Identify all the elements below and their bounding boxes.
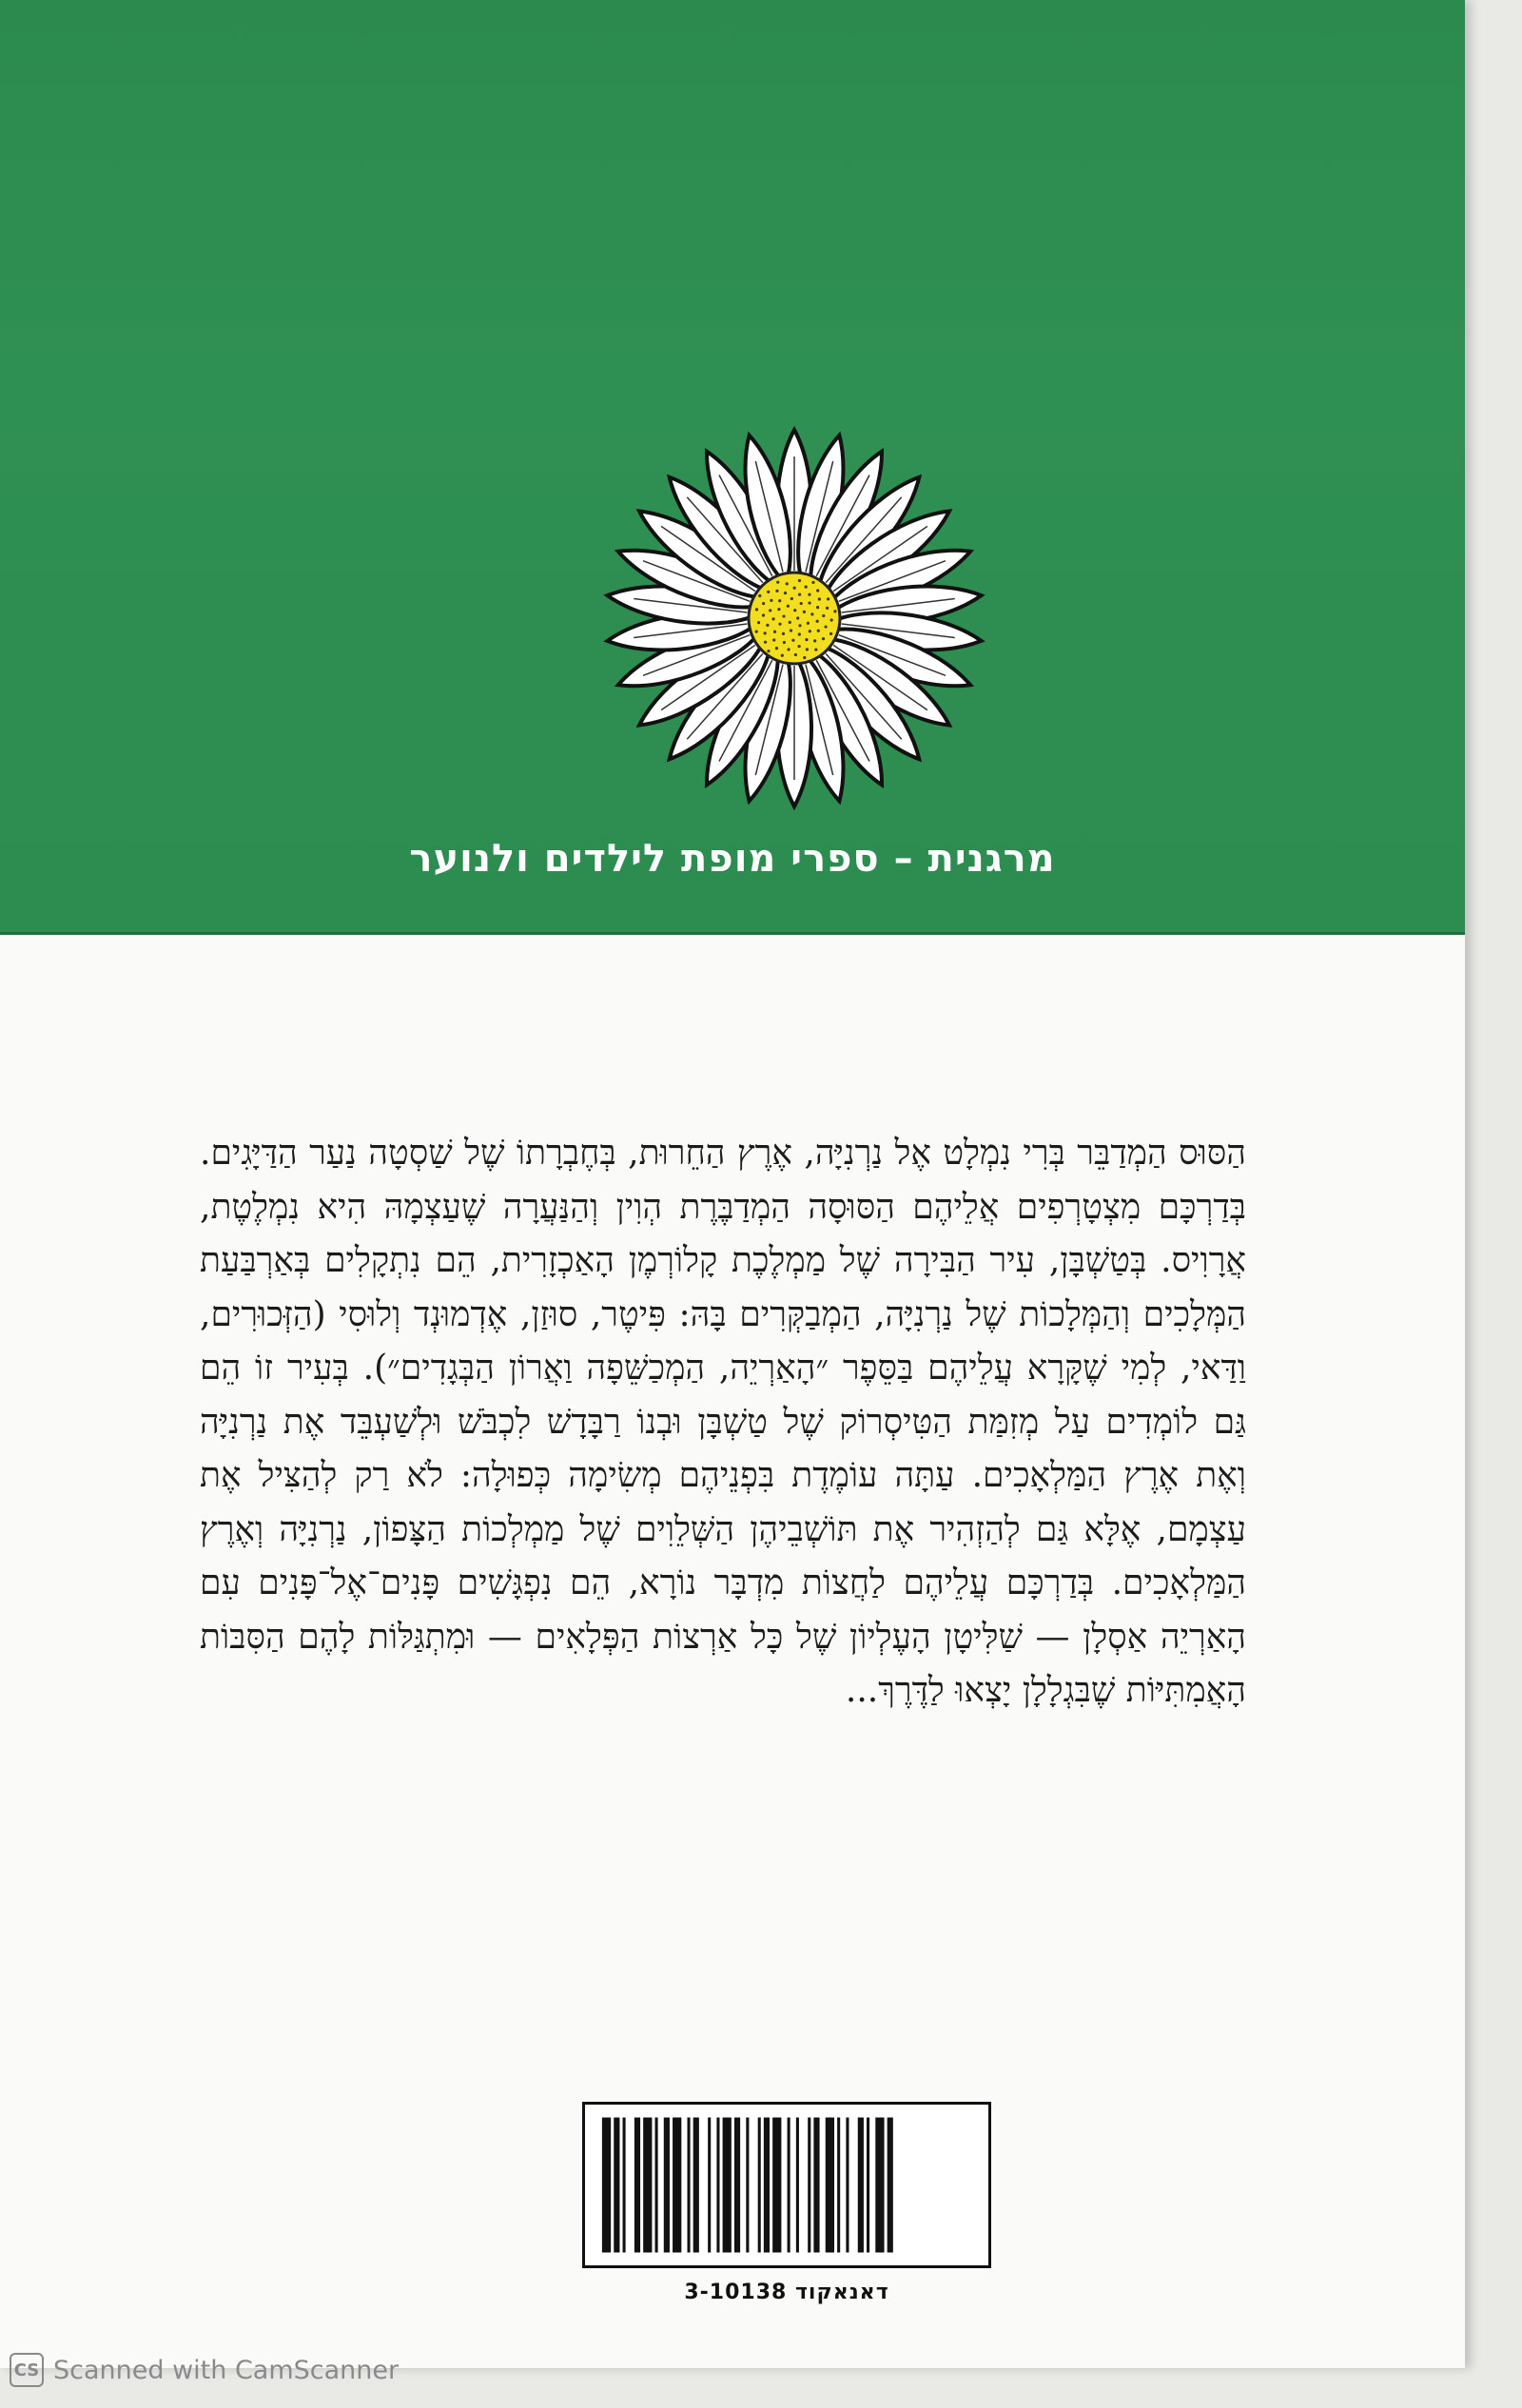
daisy-center-dot <box>778 599 781 602</box>
daisy-center-dot <box>798 593 801 596</box>
camscanner-watermark <box>10 2351 399 2389</box>
barcode-bar <box>693 2118 699 2253</box>
barcode-bar <box>746 2118 749 2253</box>
daisy-center-dot <box>822 637 825 640</box>
barcode-bar <box>867 2118 869 2253</box>
daisy-center-dot <box>778 623 781 626</box>
daisy-center-dot <box>793 609 796 612</box>
daisy-center-dot <box>818 597 821 600</box>
daisy-center-dot <box>806 648 809 651</box>
green-header-band <box>0 0 1465 935</box>
barcode-icon <box>582 2102 991 2268</box>
series-title: מרגנית – ספרי מופת לילדים ולנוער <box>409 837 1056 881</box>
daisy-center-dot <box>777 608 780 611</box>
daisy-center-dot <box>769 609 771 612</box>
daisy-center-dot <box>770 599 772 602</box>
daisy-center-dot <box>814 649 817 651</box>
barcode-bar <box>764 2118 770 2253</box>
daisy-center-dot <box>783 641 786 644</box>
daisy-center-dot <box>762 613 765 616</box>
daisy-center-dot <box>827 597 829 600</box>
daisy-center-dot <box>798 624 801 627</box>
barcode-bar <box>796 2118 799 2253</box>
barcode-bar <box>858 2118 864 2253</box>
barcode-bar <box>716 2118 719 2253</box>
barcode-bar <box>614 2118 619 2253</box>
daisy-center-dot <box>757 621 760 624</box>
daisy-center-dot <box>798 632 801 635</box>
barcode-bar <box>634 2118 640 2253</box>
daisy-center-dot <box>796 616 799 619</box>
barcode-bar <box>602 2118 611 2253</box>
barcode-bar <box>708 2118 711 2253</box>
daisy-center-dot <box>833 610 836 612</box>
barcode-bar <box>688 2118 691 2253</box>
daisy-center-dot <box>808 593 810 596</box>
daisy-center-dot <box>829 632 832 635</box>
daisy-center-dot <box>793 587 796 590</box>
daisy-center-dot <box>790 597 793 600</box>
daisy-center-dot <box>764 641 767 644</box>
barcode-bar <box>875 2118 884 2253</box>
daisy-center-dot <box>816 606 819 609</box>
daisy-center-dot <box>767 591 770 593</box>
watermark-text: Scanned with CamScanner <box>53 2355 400 2385</box>
daisy-center-dot <box>782 632 785 635</box>
daisy-center-dot <box>797 645 800 648</box>
daisy-center-dot <box>786 582 789 585</box>
daisy-center-dot <box>781 654 784 657</box>
barcode-bar <box>846 2118 849 2253</box>
daisy-center-dot <box>771 617 774 620</box>
daisy-center-dot <box>800 602 803 605</box>
daisy-center-dot <box>824 625 827 628</box>
daisy-center-dot <box>803 611 806 613</box>
daisy-center-dot <box>809 630 811 632</box>
daisy-center-dot <box>817 630 820 632</box>
barcode-bar <box>837 2118 840 2253</box>
daisy-center-dot <box>764 631 767 634</box>
daisy-center-dot <box>784 592 787 594</box>
book-blurb: הַסּוּס הַמְדַבֵּר בְּרִי נִמְלָט אֶל נַרְנִיָּה, אֶרֶץ הַחֵרוּת, בְּחֶבְרָתוֹ שֶׁל שַׁסְטָה נַעַר הַדַּיָּגִים. בְּדַרְכָּם מִצְטָרְפִים אֲלֵיהֶם הַסּוּסָה הַמְדַבֶּרֶת הְוִין וְהַנַּעֲרָה שֶׁעַצְמָהּ הִיא נִמְלֶטֶת, אֲרָוִיס. בְּטַשְׁבָּן, עִיר הַבִּירָה שֶׁל מַמְלֶכֶת קָלוֹרְמֶן הָאַכְזָרִית, הֵם נִתְקָלִים בְּאַרְבַּעַת הַמְּלָכִים וְהַמְּלָכוֹת שֶׁל נַרְנִיָּה, הַמְבַקְּרִים בָּהּ: פִּיטֶר, סוּזַן, אֶדְמוּנְד וְלוּסִי (הַזְּכוּרִים, וַדַּאי, לְמִי שֶׁקָּרָא עֲלֵיהֶם בַּסֵּפֶר ״הָאַרְיֵה, הַמְכַשֵּׁפָה וַאֲרוֹן הַבְּגָדִים״). בְּעִיר זוֹ הֵם גַּם לוֹמְדִים עַל מְזִמַּת הַטִּיסְרוֹק שֶׁל טַשְׁבָּן וּבְנוֹ רַבָּדָשׁ לִכְבֹּשׁ וּלְשַׁעְבֵּד אֶת נַרְנִיָּה וְאֶת אֶרֶץ הַמַּלְאָכִים. עַתָּה עוֹמֶדֶת בִּפְנֵיהֶם מְשִׂימָה כְּפוּלָה: לֹא רַק לְהַצִּיל אֶת עַצְמָם, אֶלָּא גַּם לְהַזְהִיר אֶת תּוֹשְׁבֵיהֶן הַשְּׁלֵוִים שֶׁל מַמְלְכוֹת הַצָּפוֹן, נַרְנִיָּה וְאֶרֶץ הַמַּלְאָכִים. בְּדַרְכָּם עֲלֵיהֶם לַחֲצוֹת מִדְבָּר נוֹרָא, הֵם נִפְגָּשִׁים פָּנִים־אֶל־פָּנִים עִם הָאַרְיֵה אַסְלָן — שַׁלִּיטָן הָעֶלְיוֹן שֶׁל כָּל אַרְצוֹת הַפְּלָאִים — וּמִתְגַּלּוֹת לָהֶם הַסִּבּוֹת הָאֲמִתִּיּוֹת שֶׁבִּגְלָלָן יָצְאוּ לַדֶּרֶךְ... <box>200 1134 1246 1710</box>
barcode-bar <box>758 2118 761 2253</box>
daisy-center-dot <box>803 656 806 659</box>
daisy-center-dot <box>775 590 778 592</box>
barcode-bar <box>723 2118 732 2253</box>
barcode-bar <box>808 2118 810 2253</box>
daisy-center-dot <box>755 631 758 633</box>
barcode-bar <box>655 2118 658 2253</box>
daisy-center-dot <box>794 653 797 656</box>
daisy-center-dot <box>790 629 792 631</box>
daisy-center-dot <box>787 605 790 608</box>
barcode-bar <box>772 2118 781 2253</box>
daisy-center-dot <box>830 618 833 621</box>
barcode-bar <box>888 2118 893 2253</box>
barcode-bar <box>734 2118 740 2253</box>
daisy-center-dot <box>767 650 770 652</box>
daisy-center-dot <box>773 631 776 633</box>
daisy-center-dot <box>813 639 816 642</box>
daisy-center-dot <box>782 614 785 617</box>
daisy-center-dot <box>789 621 791 624</box>
daisy-center-dot <box>810 612 813 615</box>
daisy-center-dot <box>805 638 808 641</box>
camscanner-logo-icon: CS <box>10 2353 44 2387</box>
daisy-center-dot <box>822 614 825 617</box>
daisy-center-dot <box>772 638 775 641</box>
barcode-bar <box>673 2118 681 2253</box>
daisy-center-dot <box>807 622 810 625</box>
daisy-center-dot <box>787 648 790 651</box>
daisy-center-dot <box>808 601 810 604</box>
barcode-bar <box>813 2118 819 2253</box>
barcode-bar <box>623 2118 626 2253</box>
daisy-center <box>749 573 840 664</box>
barcode-label: דאנאקוד 3-10138 <box>684 2281 889 2304</box>
daisy-center-dot <box>762 602 765 605</box>
daisy-center-dot <box>798 579 801 582</box>
barcode-bar <box>643 2118 652 2253</box>
daisy-center-dot <box>816 620 819 623</box>
barcode-bar <box>826 2118 834 2253</box>
daisy-center-dot <box>758 594 761 597</box>
daisy-center-dot <box>776 581 779 584</box>
daisy-flower-icon <box>595 418 994 818</box>
daisy-center-dot <box>816 589 819 592</box>
daisy-center-dot <box>811 581 814 584</box>
daisy-center-dot <box>791 639 794 642</box>
daisy-center-dot <box>755 608 758 611</box>
daisy-center-dot <box>805 586 808 589</box>
barcode-bar <box>788 2118 790 2253</box>
daisy-center-dot <box>775 647 778 650</box>
barcode-bar <box>664 2118 670 2253</box>
daisy-center-dot <box>766 624 769 627</box>
daisy-center-dot <box>826 607 829 610</box>
